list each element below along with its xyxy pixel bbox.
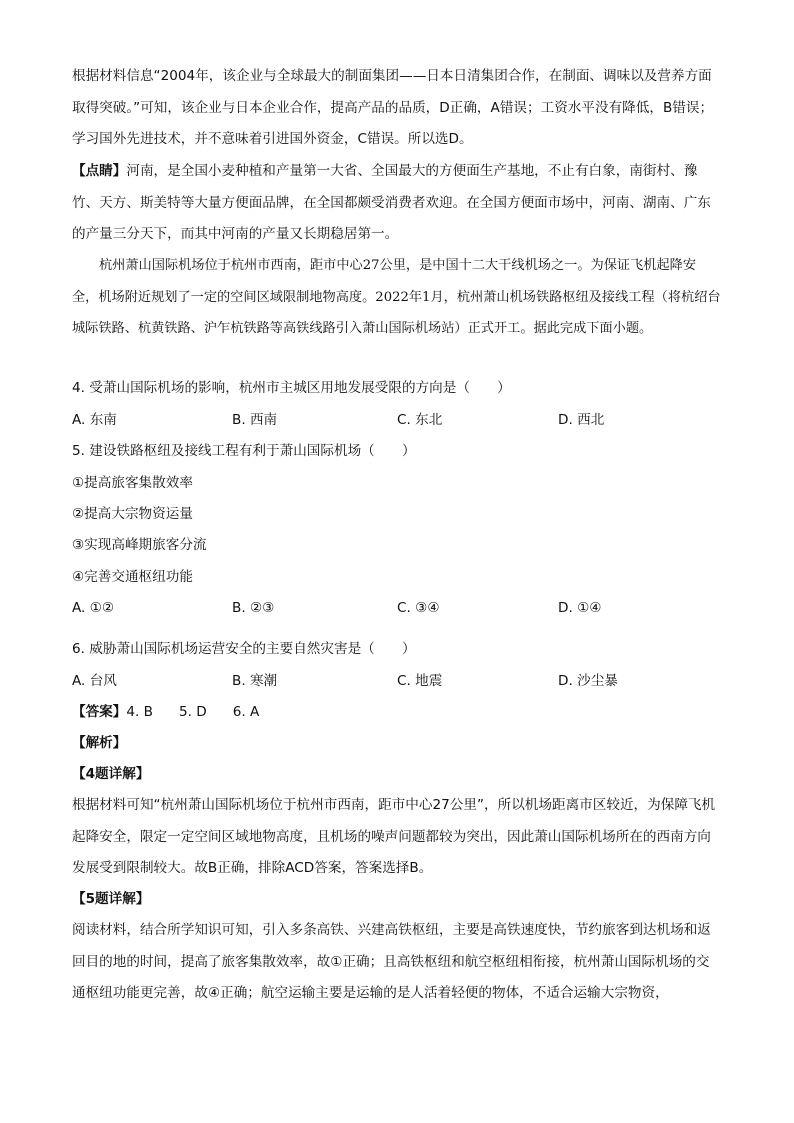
q4-option-d: D. 西北 xyxy=(558,412,605,428)
q5-item-1: ①提高旅客集散效率 xyxy=(72,475,193,491)
q6-option-a: A. 台风 xyxy=(72,673,117,689)
answer-6: 6. A xyxy=(232,704,260,720)
q6-option-d: D. 沙尘暴 xyxy=(558,673,618,689)
question-6-stem: 6. 威胁萧山国际机场运营安全的主要自然灾害是（ ） xyxy=(72,641,416,657)
answer-4: 4. B xyxy=(126,704,153,720)
question-4-stem: 4. 受萧山国际机场的影响，杭州市主城区用地发展受限的方向是（ ） xyxy=(72,380,511,396)
q5-item-4: ④完善交通枢纽功能 xyxy=(72,569,193,585)
answer-5: 5. D xyxy=(179,704,207,720)
q5-option-c: C. ③④ xyxy=(397,600,440,616)
answer-line xyxy=(72,702,259,722)
detail-4-text: 根据材料可知“杭州萧山国际机场位于杭州市西南，距市中心27公里”，所以机场距离市区较近，为保障飞机起降安全，限定一定空间区域地物高度，且机场的噪声问题都较为突出，因此萧山国际机场所在的西南方向发展受到限制较大。故B正确，排除ACD答案，答案选择B。 xyxy=(72,797,716,876)
q6-option-c: C. 地震 xyxy=(397,673,443,689)
answer-tag: 【答案】 xyxy=(72,704,127,720)
comment-paragraph xyxy=(72,156,722,251)
question-5-stem: 5. 建设铁路枢纽及接线工程有利于萧山国际机场（ ） xyxy=(72,443,416,459)
q5-item-2: ②提高大宗物资运量 xyxy=(72,506,193,522)
comment-text: 河南，是全国小麦种植和产量第一大省、全国最大的方便面生产基地，不止有白象，南街村、豫竹、天方、斯美特等大量方便面品牌，在全国都颇受消费者欢迎。在全国方便面市场中，河南、湖南、广东的产量三分天下，而其中河南的产量又长期稳居第一。 xyxy=(72,163,711,242)
q5-option-a: A. ①② xyxy=(72,600,115,616)
q4-option-b: B. 西南 xyxy=(232,412,278,428)
q4-option-c: C. 东北 xyxy=(397,412,443,428)
q6-option-b: B. 寒潮 xyxy=(232,673,278,689)
q5-option-d: D. ①④ xyxy=(558,600,602,616)
detail-4-heading: 【4题详解】 xyxy=(72,766,150,782)
detail-5-text: 阅读材料，结合所学知识可知，引入多条高铁、兴建高铁枢纽，主要是高铁速度快，节约旅客到达机场和返回目的地的时间，提高了旅客集散效率，故①正确；且高铁枢纽和航空枢纽相衔接，杭州萧山国际机场的交通枢纽功能更完善，故④正确；航空运输主要是运输的是人活着轻便的物体，不适合运输大宗物资， xyxy=(72,922,711,1001)
comment-tag: 【点睛】 xyxy=(72,163,127,179)
q5-option-b: B. ②③ xyxy=(232,600,275,616)
previous-analysis-paragraph: 根据材料信息“2004年，该企业与全球最大的制面集团——日本日清集团合作，在制面、调味以及营养方面取得突破。”可知，该企业与日本企业合作，提高产品的品质，D正确，A错误；工资水平没有降低，B错误；学习国外先进技术，并不意味着引进国外资金，C错误。所以选D。 xyxy=(72,68,714,147)
analysis-heading: 【解析】 xyxy=(72,735,127,751)
material-paragraph: 杭州萧山国际机场位于杭州市西南，距市中心27公里，是中国十二大干线机场之一。为保证飞机起降安全，机场附近规划了一定的空间区域限制地物高度。2022年1月，杭州萧山机场铁路枢纽及接线工程（将杭绍台城际铁路、杭黄铁路、沪乍杭铁路等高铁线路引入萧山国际机场站）正式开工。据此完成下面小题。 xyxy=(72,258,721,336)
q5-item-3: ③实现高峰期旅客分流 xyxy=(72,537,207,553)
q4-option-a: A. 东南 xyxy=(72,412,117,428)
detail-5-heading: 【5题详解】 xyxy=(72,891,150,907)
